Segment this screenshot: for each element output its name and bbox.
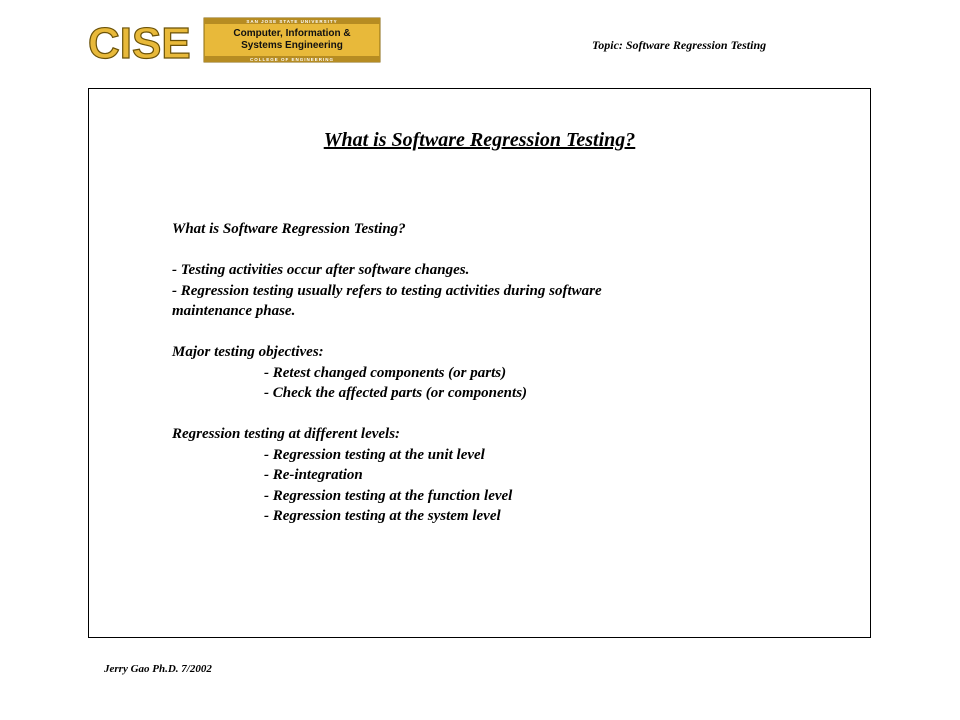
slide-body [172,219,792,527]
level-item: - Regression testing at the unit level [264,446,485,463]
objectives-heading: Major testing objectives: [172,344,324,360]
footer-author: Jerry Gao Ph.D. 7/2002 [104,663,212,675]
slide-frame [88,88,871,638]
cise-logo [86,14,382,66]
slide-title: What is Software Regression Testing? [323,129,636,151]
definition-line: - Testing activities occur after software changes. [172,262,470,278]
logo-department-line1: Computer, Information & [233,28,351,39]
level-item: - Regression testing at the function level [264,487,513,504]
definition-line: - Regression testing usually refers to testing activities during software [172,282,602,299]
objective-item: - Check the affected parts (or components) [264,385,528,401]
objective-item: - Retest changed components (or parts) [264,364,507,381]
level-item: - Regression testing at the system level [264,508,501,524]
logo-initials: CISE [88,19,191,66]
logo-university: SAN JOSE STATE UNIVERSITY [246,19,338,24]
levels-heading: Regression testing at different levels: [172,426,401,442]
logo-college: COLLEGE OF ENGINEERING [249,57,335,62]
question-heading: What is Software Regression Testing? [172,221,406,237]
topic-label: Topic: Software Regression Testing [592,38,767,52]
definition-line: maintenance phase. [172,303,296,319]
logo-department-line2: Systems Engineering [241,40,343,51]
level-item: - Re-integration [264,467,363,483]
